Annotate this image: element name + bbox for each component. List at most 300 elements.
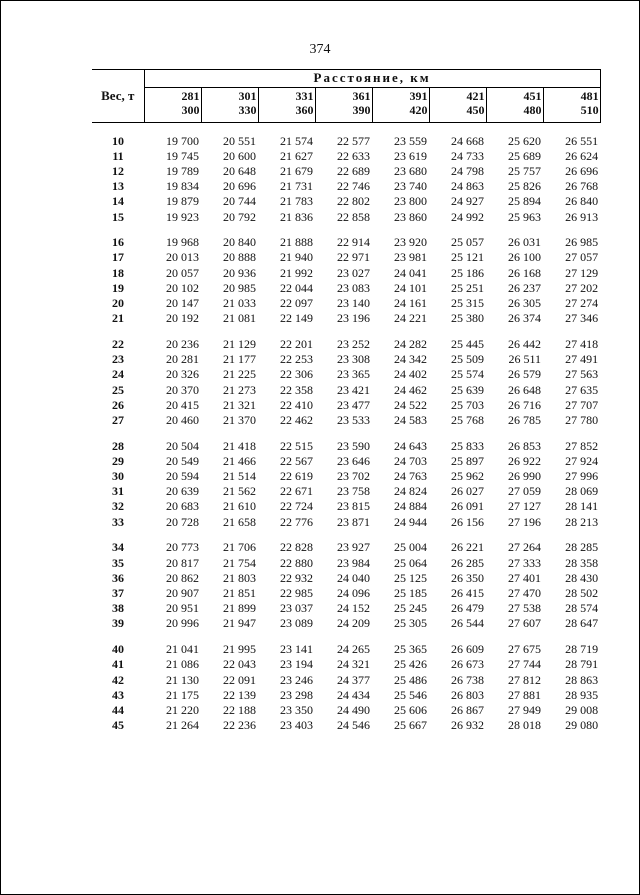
rate-cell: 22 306 [280,367,313,382]
weight-cell: 32 [112,499,124,514]
table-row [92,210,600,225]
rate-cell: 24 546 [337,718,370,733]
rate-cell: 21 129 [223,336,256,351]
rate-cell: 20 907 [166,585,199,600]
distance-range-header [372,87,429,122]
rate-cell: 22 188 [223,702,256,717]
rate-cell: 23 800 [394,194,427,209]
weight-cell: 45 [112,718,124,733]
rate-cell: 25 121 [451,250,484,265]
weight-cell: 26 [112,397,124,412]
weight-cell: 37 [112,585,124,600]
rate-cell: 21 947 [223,616,256,631]
rate-cell: 24 798 [451,163,484,178]
rate-cell: 24 884 [394,499,427,514]
weight-cell: 28 [112,438,124,453]
rate-cell: 26 853 [508,438,541,453]
weight-header: Вес, т [92,70,144,123]
rate-cell: 27 780 [565,412,599,427]
rate-cell: 28 285 [565,540,599,555]
rate-cell: 21 321 [223,397,256,412]
weight-cell: 24 [112,367,124,382]
rate-cell: 19 968 [166,235,199,250]
group-spacer [92,225,600,236]
rate-cell: 27 852 [565,438,599,453]
weight-cell: 16 [112,235,124,250]
rate-cell: 27 812 [508,672,541,687]
rate-cell: 26 551 [565,133,599,148]
table-body [92,123,600,734]
table-row [92,703,600,718]
rate-cell: 27 333 [508,555,541,570]
rate-cell: 22 567 [280,453,313,468]
rate-cell: 23 477 [337,397,370,412]
rate-cell: 22 515 [280,438,313,453]
rate-cell: 23 920 [394,235,427,250]
rate-cell: 23 702 [337,469,370,484]
rate-cell: 26 350 [451,570,484,585]
rate-cell: 20 057 [166,265,199,280]
rate-cell: 21 899 [223,601,256,616]
rate-cell: 29 008 [565,702,599,717]
rate-cell: 22 044 [280,280,313,295]
rate-cell: 27 264 [508,540,541,555]
rate-cell: 27 418 [565,336,599,351]
rate-cell: 27 707 [565,397,599,412]
rate-cell: 25 509 [451,352,484,367]
rate-cell: 27 635 [565,382,599,397]
weight-cell: 13 [112,179,124,194]
rate-cell: 21 130 [166,672,199,687]
rate-cell: 22 577 [337,133,370,148]
weight-cell: 27 [112,412,124,427]
table-row [92,352,600,367]
rate-cell: 25 445 [451,336,484,351]
weight-cell: 39 [112,616,124,631]
rate-cell: 25 833 [451,438,484,453]
rate-cell: 26 237 [508,280,541,295]
rate-cell: 26 932 [451,718,484,733]
weight-cell: 22 [112,336,124,351]
rate-cell: 27 996 [565,469,599,484]
weight-cell: 23 [112,352,124,367]
rate-cell: 23 140 [337,296,370,311]
rate-cell: 26 609 [451,642,484,657]
distance-range-header [429,87,486,122]
rate-cell: 28 863 [565,672,599,687]
table-row [92,296,600,311]
rate-cell: 26 738 [451,672,484,687]
rate-cell: 20 985 [223,280,256,295]
weight-cell: 43 [112,687,124,702]
rate-cell: 28 213 [565,514,599,529]
rate-cell: 22 410 [280,397,313,412]
range-to: 300 [181,102,200,117]
rate-cell: 20 147 [166,296,199,311]
rate-cell: 24 342 [394,352,427,367]
rate-cell: 22 201 [280,336,313,351]
rate-cell: 26 442 [508,336,541,351]
rate-cell: 20 683 [166,499,199,514]
rate-cell: 21 177 [223,352,256,367]
rate-cell: 28 141 [565,499,599,514]
rate-cell: 23 559 [394,133,427,148]
rate-cell: 26 479 [451,601,484,616]
rate-cell: 26 913 [565,209,599,224]
rate-cell: 25 365 [394,642,427,657]
rate-cell: 23 871 [337,514,370,529]
rate-cell: 20 888 [223,250,256,265]
rate-cell: 21 574 [280,133,313,148]
rate-cell: 24 282 [394,336,427,351]
rate-cell: 22 462 [280,412,313,427]
rate-cell: 20 551 [223,133,256,148]
table-row [92,250,600,265]
rate-cell: 24 377 [337,672,370,687]
rate-cell: 25 064 [394,555,427,570]
rate-cell: 20 504 [166,438,199,453]
range-to: 390 [352,102,371,117]
weight-cell: 20 [112,296,124,311]
rate-cell: 23 037 [280,601,313,616]
rate-cell: 26 221 [451,540,484,555]
rate-cell: 26 027 [451,484,484,499]
rate-cell: 22 043 [223,657,256,672]
rate-cell: 27 607 [508,616,541,631]
rate-cell: 22 671 [280,484,313,499]
rate-cell: 22 746 [337,179,370,194]
rate-cell: 21 562 [223,484,256,499]
weight-cell: 36 [112,570,124,585]
rate-cell: 20 951 [166,601,199,616]
rate-cell: 23 646 [337,453,370,468]
rate-cell: 24 490 [337,702,370,717]
rate-cell: 24 462 [394,382,427,397]
rate-cell: 23 421 [337,382,370,397]
range-to: 420 [409,102,428,117]
rate-cell: 21 940 [280,250,313,265]
rate-cell: 20 862 [166,570,199,585]
rate-cell: 22 932 [280,570,313,585]
rate-cell: 27 057 [565,250,599,265]
rate-cell: 24 733 [451,148,484,163]
rate-cell: 24 101 [394,280,427,295]
rate-cell: 22 253 [280,352,313,367]
rate-cell: 25 689 [508,148,541,163]
rate-cell: 22 828 [280,540,313,555]
rate-cell: 28 647 [565,616,599,631]
table-row [92,469,600,484]
rate-cell: 23 981 [394,250,427,265]
rate-cell: 25 186 [451,265,484,280]
rate-cell: 20 415 [166,397,199,412]
rate-cell: 23 740 [394,179,427,194]
rate-cell: 23 984 [337,555,370,570]
rate-cell: 19 923 [166,209,199,224]
range-to: 330 [238,102,257,117]
rate-cell: 21 225 [223,367,256,382]
table-row [92,281,600,296]
rate-cell: 28 430 [565,570,599,585]
rate-cell: 22 358 [280,382,313,397]
distance-header: Расстояние, км [144,70,600,88]
rate-cell: 21 731 [280,179,313,194]
rate-cell: 28 358 [565,555,599,570]
rate-cell: 27 881 [508,687,541,702]
range-from: 301 [238,88,257,103]
rate-cell: 27 491 [565,352,599,367]
rate-cell: 20 696 [223,179,256,194]
table-row [92,688,600,703]
rate-cell: 21 992 [280,265,313,280]
rate-cell: 23 298 [280,687,313,702]
distance-range-header [258,87,315,122]
rate-cell: 24 209 [337,616,370,631]
rate-cell: 24 096 [337,585,370,600]
page-number: 374 [309,42,331,57]
rate-cell: 27 196 [508,514,541,529]
rate-cell: 21 466 [223,453,256,468]
rate-cell: 19 789 [166,163,199,178]
rate-cell: 21 836 [280,209,313,224]
rate-cell: 23 927 [337,540,370,555]
rate-cell: 25 639 [451,382,484,397]
rate-cell: 26 285 [451,555,484,570]
table-row [92,383,600,398]
rate-cell: 22 236 [223,718,256,733]
rate-cell: 23 089 [280,616,313,631]
rate-cell: 23 246 [280,672,313,687]
rate-cell: 20 594 [166,469,199,484]
rate-cell: 20 773 [166,540,199,555]
weight-cell: 42 [112,672,124,687]
rate-cell: 27 563 [565,367,599,382]
rate-cell: 27 470 [508,585,541,600]
rate-cell: 20 792 [223,209,256,224]
weight-cell: 25 [112,382,124,397]
rate-cell: 23 141 [280,642,313,657]
range-from: 281 [181,88,200,103]
rate-cell: 21 033 [223,296,256,311]
rate-cell: 24 944 [394,514,427,529]
rate-cell: 28 791 [565,657,599,672]
rate-cell: 21 041 [166,642,199,657]
rate-cell: 26 840 [565,194,599,209]
rate-cell: 22 633 [337,148,370,163]
rate-cell: 19 834 [166,179,199,194]
rate-cell: 23 308 [337,352,370,367]
table-row [92,337,600,352]
rate-cell: 25 826 [508,179,541,194]
rate-cell: 20 817 [166,555,199,570]
rate-cell: 20 648 [223,163,256,178]
rate-cell: 23 533 [337,412,370,427]
table-row [92,642,600,657]
distance-range-header [486,87,543,122]
rate-cell: 22 091 [223,672,256,687]
rate-cell: 20 728 [166,514,199,529]
rate-cell: 21 086 [166,657,199,672]
distance-range-header [201,87,258,122]
weight-cell: 17 [112,250,124,265]
rate-cell: 26 768 [565,179,599,194]
rate-cell: 23 350 [280,702,313,717]
rate-cell: 21 754 [223,555,256,570]
rate-cell: 23 403 [280,718,313,733]
weight-cell: 33 [112,514,124,529]
rate-cell: 20 192 [166,311,199,326]
rate-cell: 25 703 [451,397,484,412]
rate-cell: 21 706 [223,540,256,555]
weight-cell: 19 [112,280,124,295]
rate-cell: 23 758 [337,484,370,499]
range-to: 510 [580,102,599,117]
rate-cell: 22 776 [280,514,313,529]
range-from: 331 [295,88,314,103]
rate-cell: 21 610 [223,499,256,514]
rate-cell: 22 914 [337,235,370,250]
rate-cell: 23 619 [394,148,427,163]
rate-cell: 22 097 [280,296,313,311]
rate-cell: 22 880 [280,555,313,570]
weight-cell: 15 [112,209,124,224]
rate-cell: 22 802 [337,194,370,209]
rate-cell: 22 858 [337,209,370,224]
rate-cell: 26 100 [508,250,541,265]
weight-cell: 41 [112,657,124,672]
rate-cell: 19 745 [166,148,199,163]
table-row [92,484,600,499]
rate-cell: 22 619 [280,469,313,484]
rate-cell: 20 102 [166,280,199,295]
rate-cell: 24 434 [337,687,370,702]
rate-cell: 23 083 [337,280,370,295]
distance-range-header [543,87,600,122]
rate-cell: 21 514 [223,469,256,484]
rate-cell: 26 168 [508,265,541,280]
rate-cell: 24 161 [394,296,427,311]
rate-cell: 27 924 [565,453,599,468]
rate-cell: 20 370 [166,382,199,397]
rate-cell: 25 768 [451,412,484,427]
rate-cell: 25 897 [451,453,484,468]
tariff-table [92,69,601,733]
rate-cell: 22 724 [280,499,313,514]
table-row [92,149,600,164]
rate-cell: 21 783 [280,194,313,209]
rate-cell: 24 265 [337,642,370,657]
rate-cell: 22 149 [280,311,313,326]
distance-range-header [144,87,201,122]
rate-cell: 23 194 [280,657,313,672]
rate-cell: 21 220 [166,702,199,717]
table-row [92,367,600,382]
rate-cell: 21 627 [280,148,313,163]
rate-cell: 26 031 [508,235,541,250]
weight-cell: 35 [112,555,124,570]
rate-cell: 27 274 [565,296,599,311]
weight-cell: 11 [112,148,124,163]
rate-cell: 23 196 [337,311,370,326]
table-row [92,601,600,616]
table-row [92,413,600,428]
table-row [92,194,600,209]
rate-cell: 27 744 [508,657,541,672]
rate-cell: 24 824 [394,484,427,499]
rate-cell: 25 315 [451,296,484,311]
rate-cell: 21 175 [166,687,199,702]
weight-cell: 31 [112,484,124,499]
range-to: 360 [295,102,314,117]
rate-cell: 26 648 [508,382,541,397]
rate-cell: 26 579 [508,367,541,382]
rate-cell: 26 985 [565,235,599,250]
table-row [92,266,600,281]
rate-cell: 26 716 [508,397,541,412]
range-from: 451 [523,88,542,103]
rate-cell: 26 624 [565,148,599,163]
table-row [92,179,600,194]
group-spacer [92,428,600,439]
rate-cell: 21 888 [280,235,313,250]
weight-cell: 12 [112,163,124,178]
rate-cell: 25 757 [508,163,541,178]
rate-cell: 26 803 [451,687,484,702]
rate-cell: 28 502 [565,585,599,600]
rate-cell: 25 620 [508,133,541,148]
rate-cell: 28 719 [565,642,599,657]
table-row [92,398,600,413]
table-row [92,718,600,733]
rate-cell: 28 018 [508,718,541,733]
weight-cell: 34 [112,540,124,555]
rate-cell: 26 867 [451,702,484,717]
distance-range-row [92,87,600,122]
rate-cell: 25 125 [394,570,427,585]
table-row [92,673,600,688]
rate-cell: 23 252 [337,336,370,351]
rate-cell: 25 606 [394,702,427,717]
rate-cell: 26 156 [451,514,484,529]
rate-cell: 21 851 [223,585,256,600]
range-from: 361 [352,88,371,103]
rate-cell: 22 985 [280,585,313,600]
rate-cell: 21 273 [223,382,256,397]
rate-cell: 26 374 [508,311,541,326]
rate-cell: 26 415 [451,585,484,600]
group-spacer [92,123,600,134]
weight-cell: 29 [112,453,124,468]
range-to: 450 [466,102,485,117]
rate-cell: 28 574 [565,601,599,616]
rate-cell: 27 202 [565,280,599,295]
rate-cell: 20 600 [223,148,256,163]
rate-cell: 25 004 [394,540,427,555]
rate-cell: 20 996 [166,616,199,631]
distance-range-header [315,87,372,122]
rate-cell: 20 840 [223,235,256,250]
rate-cell: 25 574 [451,367,484,382]
table-row [92,616,600,631]
table-row [92,540,600,555]
rate-cell: 24 221 [394,311,427,326]
rate-cell: 25 667 [394,718,427,733]
rate-cell: 25 245 [394,601,427,616]
rate-cell: 25 185 [394,585,427,600]
weight-cell: 18 [112,265,124,280]
rate-cell: 24 402 [394,367,427,382]
rate-cell: 26 305 [508,296,541,311]
